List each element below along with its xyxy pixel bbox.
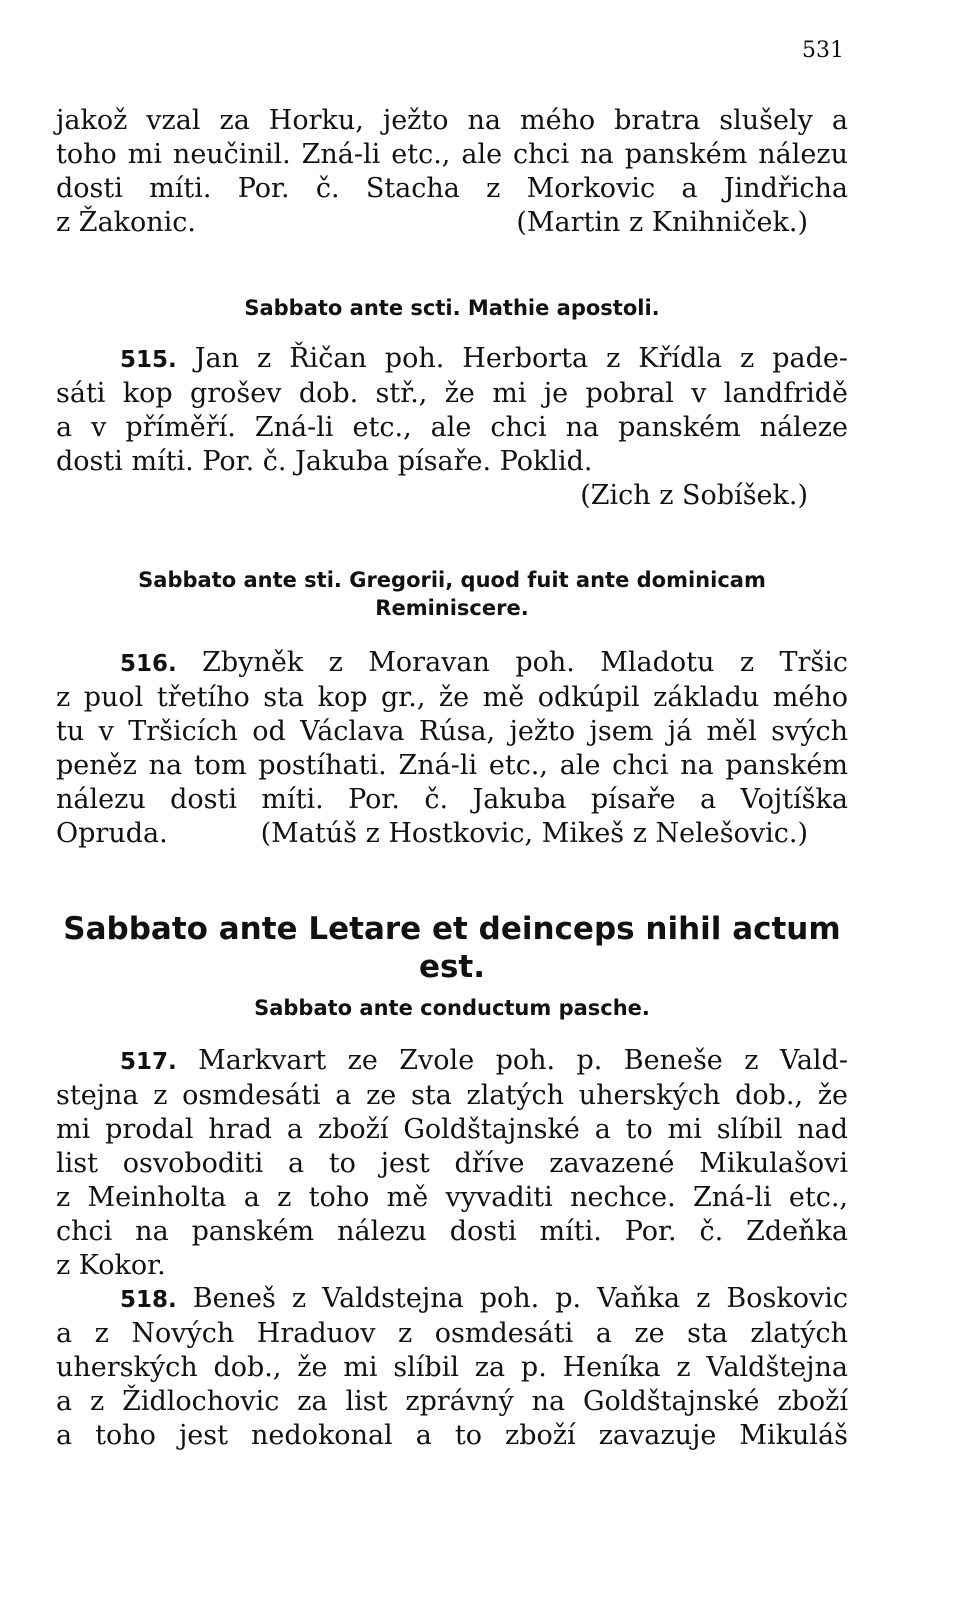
signature-note: (Zich z Sobíšek.) (580, 480, 808, 511)
text-line: chci na panském nálezu dosti míti. Por. č. Zdeňka (56, 1216, 848, 1247)
text-line: Jan z Řičan poh. Herborta z Křídla z pade- (194, 343, 848, 374)
text-line: peněz na tom postíhati. Zná-li etc., ale chci na panském (56, 750, 848, 781)
text-line: z puol třetího sta kop gr., že mě odkúpil základu mého (56, 682, 848, 713)
entry-517 (56, 1044, 848, 1283)
entry-number: 517. (120, 1049, 177, 1075)
text-line: Zbyněk z Moravan poh. Mladotu z Tršic (202, 647, 848, 678)
entry-518 (56, 1282, 848, 1453)
text-line: Opruda. (56, 818, 168, 849)
text-line: stejna z osmdesáti a ze sta zlatých uherských dob., že (56, 1080, 848, 1111)
text-line: uherských dob., že mi slíbil za p. Heníka z Valdštejna (56, 1352, 848, 1383)
entry-number: 515. (120, 347, 177, 373)
entry-515 (56, 342, 848, 513)
text-line: sáti kop grošev dob. stř., že mi je pobral v landfridě (56, 378, 848, 409)
signature-note: (Martin z Knihniček.) (516, 207, 808, 238)
text-line: jakož vzal za Horku, ježto na mého bratra slušely a (56, 105, 848, 136)
section-heading: Sabbato ante conductum pasche. (254, 996, 650, 1020)
text-line: z Kokor. (56, 1250, 166, 1281)
text-line: dosti míti. Por. č. Stacha z Morkovic a Jindřicha (56, 173, 848, 204)
text-line: z Meinholta a z toho mě vyvaditi nechce. Zná-li etc., (56, 1182, 848, 1213)
section-heading: Sabbato ante scti. Mathie apostoli. (244, 296, 660, 320)
text-line: nálezu dosti míti. Por. č. Jakuba písaře a Vojtíška (56, 784, 848, 815)
text-line: mi prodal hrad a zboží Goldštajnské a to mi slíbil nad (56, 1114, 848, 1145)
text-line: dosti míti. Por. č. Jakuba písaře. Poklid. (56, 446, 593, 477)
section-heading: Sabbato ante sti. Gregorii, quod fuit ante dominicam (138, 568, 766, 592)
section-heading: Reminiscere. (375, 596, 529, 620)
text-line: a z Nových Hraduov z osmdesáti a ze sta zlatých (56, 1318, 848, 1349)
page-number: 531 (802, 38, 844, 63)
text-line: Markvart ze Zvole poh. p. Beneše z Vald- (198, 1045, 848, 1076)
text-line: z Žakonic. (56, 207, 197, 238)
text-line: toho mi neučinil. Zná-li etc., ale chci na panském nálezu (56, 139, 848, 170)
text-line: a z Židlochovic za list zprávný na Goldštajnské zboží (56, 1386, 848, 1417)
section-heading-large: Sabbato ante Letare et deinceps nihil actum est. (63, 911, 841, 985)
text-line: tu v Tršicích od Václava Rúsa, ježto jsem já měl svých (56, 716, 848, 747)
text-line: a v příměří. Zná-li etc., ale chci na panském náleze (56, 412, 848, 443)
entry-516 (56, 646, 848, 851)
text-line: a toho jest nedokonal a to zboží zavazuje Mikuláš (56, 1420, 848, 1451)
entry-number: 518. (120, 1287, 177, 1313)
signature-note: (Matúš z Hostkovic, Mikeš z Nelešovic.) (260, 818, 808, 849)
text-line: list osvoboditi a to jest dříve zavazené Mikulašovi (56, 1148, 848, 1179)
text-line: Beneš z Valdstejna poh. p. Vaňka z Boskovic (192, 1283, 848, 1314)
entry-number: 516. (120, 651, 177, 677)
intro-paragraph (56, 104, 848, 240)
